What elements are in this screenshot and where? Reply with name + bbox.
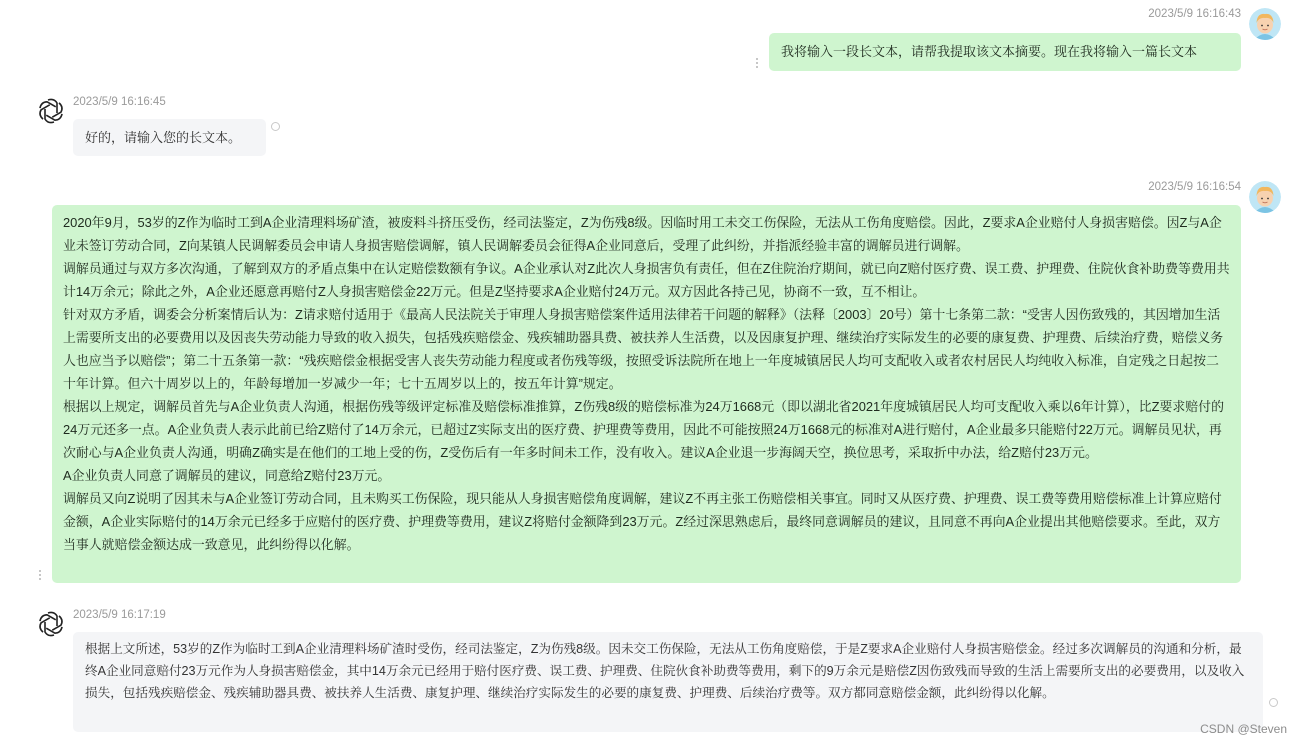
user-avatar-icon (1249, 181, 1281, 213)
user-long-text-bubble (52, 205, 1241, 583)
user-avatar-icon (1249, 8, 1281, 40)
message-text: 好的，请输入您的长文本。 (85, 130, 242, 145)
message-text: 我将输入一段长文本，请帮我提取该文本摘要。现在我将输入一篇长文本 (781, 44, 1198, 59)
paragraph: 针对双方矛盾，调委会分析案情后认为：Z请求赔付适用于《最高人民法院关于审理人身损害赔偿案件适用法律若干问题的解释》（法释〔2003〕20号）第十七条第二款：“受害人因伤致残的，其因增加生活上需要所支出的必要费用以及因丧失劳动能力导致的收入损失，包括残疾赔偿金、残疾辅助器具费、被扶养人生活费，以及因康复护理、继续治疗实际发生的必要的康复费、护理费、后续治疗费，赔偿义务人也应当予以赔偿”；第二十五条第一款：“残疾赔偿金根据受害人丧失劳动能力程度或者伤残等级，按照受诉法院所在地上一年度城镇居民人均可支配收入或者农村居民人均纯收入标准，自定残之日起按二十年计算。但六十周岁以上的，年龄每增加一岁减少一年；七十五周岁以上的，按五年计算”规定。 (63, 307, 1224, 391)
user-message-bubble (769, 33, 1241, 71)
status-circle-icon[interactable] (271, 122, 280, 131)
paragraph: 调解员又向Z说明了因其未与A企业签订劳动合同，且未购买工伤保险，现只能从人身损害赔偿角度调解，建议Z不再主张工伤赔偿相关事宜。同时又从医疗费、护理费、误工费等费用赔偿标准上计算应赔付金额，A企业实际赔付的14万余元已经多于应赔付的医疗费、护理费等费用，建议Z将赔付金额降到23万元。Z经过深思熟虑后，最终同意调解员的建议，且同意不再向A企业提出其他赔偿要求。至此，双方当事人就赔偿金额达成一致意见，此纠纷得以化解。 (63, 491, 1222, 552)
message-timestamp: 2023/5/9 16:16:45 (73, 96, 166, 108)
paragraph: 2020年9月，53岁的Z作为临时工到A企业清理料场矿渣，被废料斗挤压受伤，经司法鉴定，Z为伤残8级。因临时用工未交工伤保险，无法从工伤角度赔偿。因此，Z要求A企业赔付人身损害赔偿。因Z与A企业未签订劳动合同，Z向某镇人民调解委员会申请人身损害赔偿调解，镇人民调解委员会征得A企业同意后，受理了此纠纷，并指派经验丰富的调解员进行调解。 (63, 215, 1222, 253)
bot-summary-bubble (73, 632, 1263, 732)
message-timestamp: 2023/5/9 16:17:19 (73, 609, 166, 621)
message-timestamp: 2023/5/9 16:16:54 (1148, 181, 1241, 193)
status-circle-icon[interactable] (1269, 698, 1278, 707)
watermark: CSDN @Steven (1200, 722, 1287, 736)
openai-logo-icon (36, 609, 66, 639)
openai-logo-icon (36, 96, 66, 126)
bot-message-bubble (73, 119, 266, 156)
paragraph: A企业负责人同意了调解员的建议，同意给Z赔付23万元。 (63, 468, 391, 483)
more-options-icon[interactable] (756, 58, 759, 70)
message-text: 根据上文所述，53岁的Z作为临时工到A企业清理料场矿渣时受伤，经司法鉴定，Z为伤残8级。因未交工伤保险，无法从工伤角度赔偿，于是Z要求A企业赔付人身损害赔偿金。经过多次调解员的沟通和分析，最终A企业同意赔付23万元作为人身损害赔偿金，其中14万余元已经用于赔付医疗费、误工费、护理费、住院伙食补助费等费用，剩下的9万余元是赔偿Z因伤致残而导致的生活上需要所支出的必要费用，以及收入损失，包括残疾赔偿金、残疾辅助器具费、被扶养人生活费、康复护理、继续治疗实际发生的必要的康复费、护理费、后续治疗费等。双方都同意赔偿金额，此纠纷得以化解。 (85, 642, 1245, 700)
paragraph: 调解员通过与双方多次沟通，了解到双方的矛盾点集中在认定赔偿数额有争议。A企业承认对Z此次人身损害负有责任，但在Z住院治疗期间，就已向Z赔付医疗费、误工费、护理费、住院伙食补助费等费用共计14万余元；除此之外，A企业还愿意再赔付Z人身损害赔偿金22万元。但是Z坚持要求A企业赔付24万元。双方因此各持己见，协商不一致，互不相让。 (63, 261, 1230, 299)
message-timestamp: 2023/5/9 16:16:43 (1148, 8, 1241, 20)
paragraph: 根据以上规定，调解员首先与A企业负责人沟通，根据伤残等级评定标准及赔偿标准推算，Z伤残8级的赔偿标准为24万1668元（即以湖北省2021年度城镇居民人均可支配收入乘以6年计算），比Z要求赔付的24万元还多一点。A企业负责人表示此前已给Z赔付了14万余元，已超过Z实际支出的医疗费、护理费等费用，因此不可能按照24万1668元的标准对A进行赔付，A企业最多只能赔付22万元。调解员见状，再次耐心与A企业负责人沟通，明确Z确实是在他们的工地上受的伤，Z受伤后有一年多时间未工作，没有收入。建议A企业退一步海阔天空，换位思考，采取折中办法，给Z赔付23万元。 (63, 399, 1224, 460)
more-options-icon[interactable] (39, 570, 42, 582)
